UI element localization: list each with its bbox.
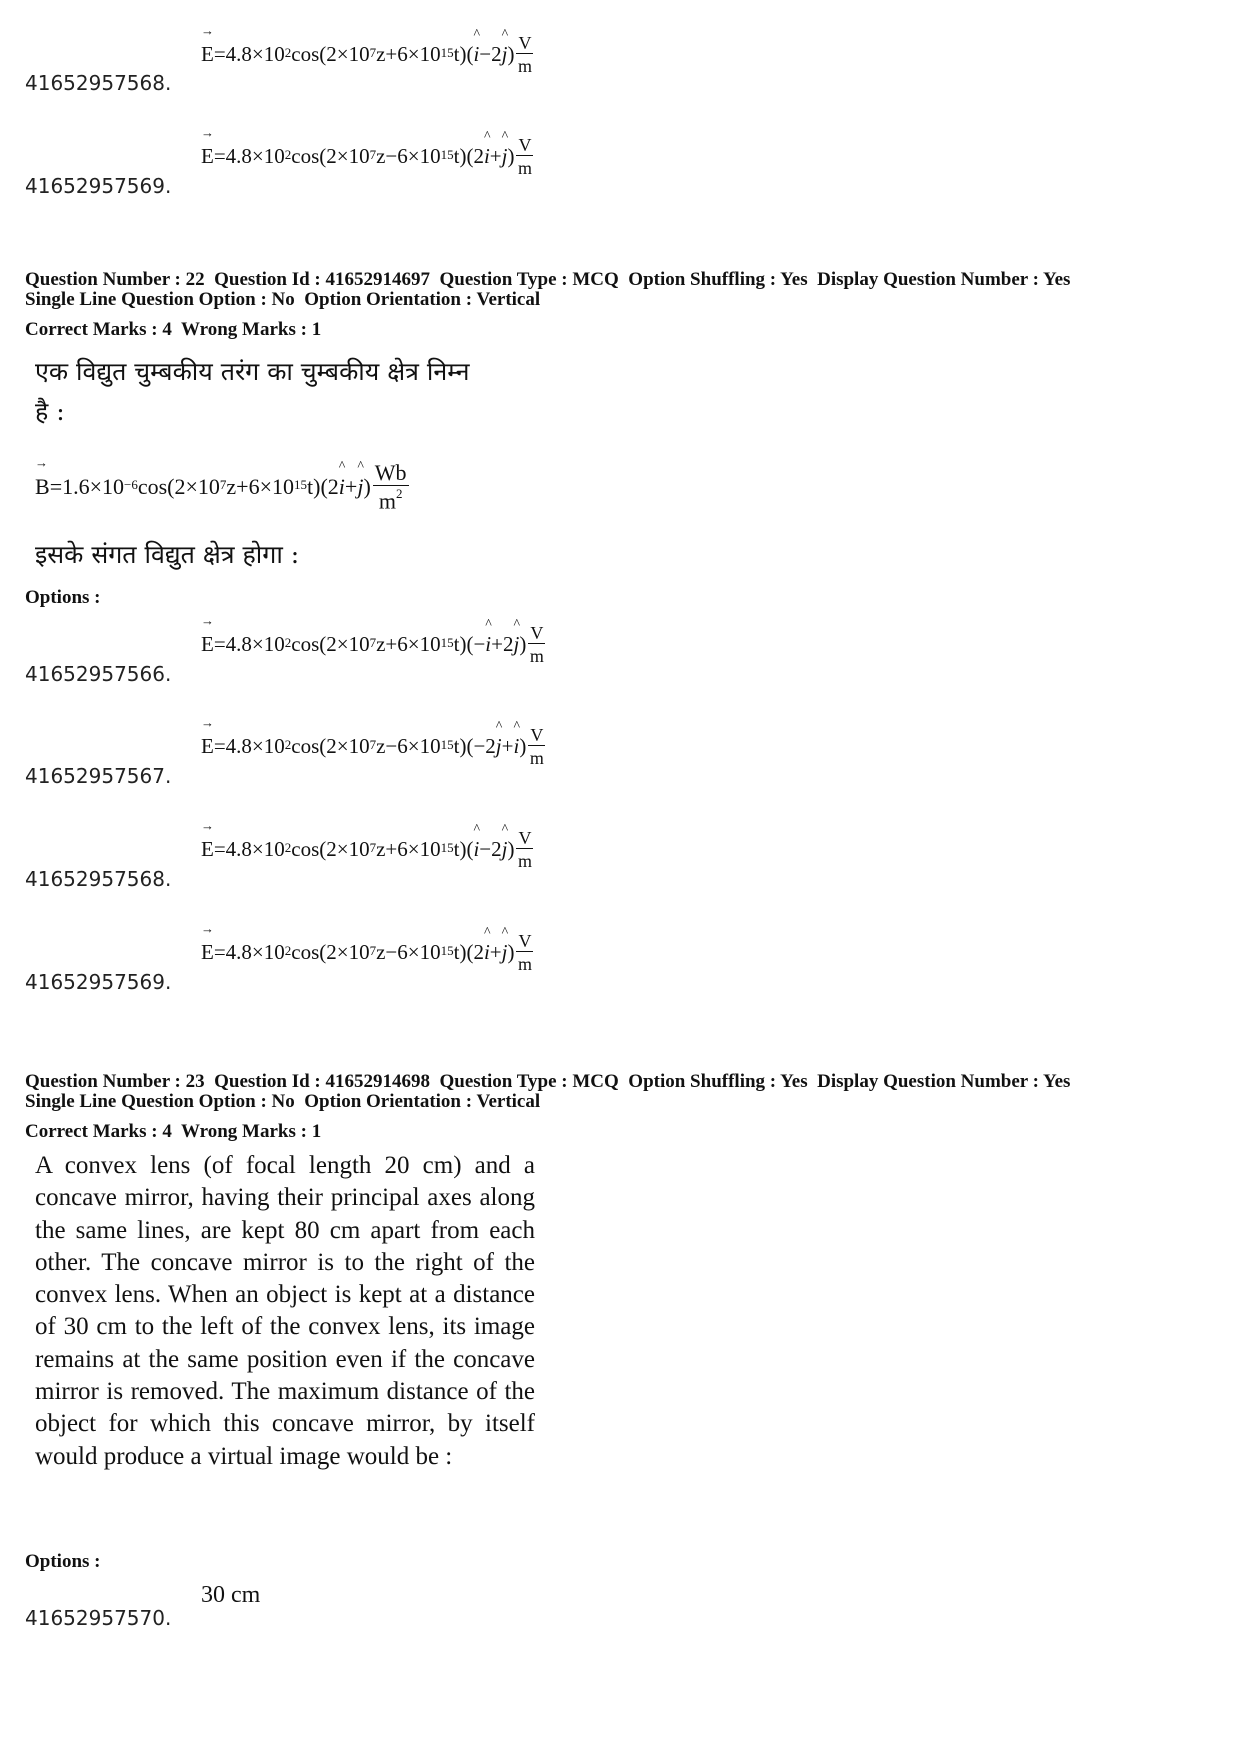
q23-question-text: A convex lens (of focal length 20 cm) and a concave mirror, having their principal axes along the same lines, are kept 80 cm apart from each other. The concave mirror is to the right of the convex lens. When an object is kept at a distance of 30 cm to the left of the convex lens, its image remains at the same position even if the concave mirror is removed. The maximum distance of the object for which this concave mirror, by itself would produce a virtual image would be : bbox=[35, 1152, 535, 1470]
q22-b-formula: → B =1.6×10 $^{-6}$ cos(2×10 $^7$ z+6×10 $^{15}$ t)(2 ^ i + ^ j ) $\frac{Wb}{m^2}$ bbox=[35, 462, 409, 512]
q22-option-3[interactable] bbox=[25, 825, 725, 891]
q22-option-2-formula: → E =4.8×10 $^2$ cos(2×10 $^7$ z−6×10 $^{15}$ t)(−2 ^ j + ^ i ) $\frac{V}{m}$ bbox=[201, 726, 545, 767]
q23-meta-line2: Single Line Question Option : No Option Orientation : Vertical bbox=[25, 1091, 541, 1112]
q22-marks: Correct Marks : 4 Wrong Marks : 1 bbox=[25, 319, 322, 340]
prev-option-2 bbox=[25, 132, 725, 198]
q22-option-4-formula: → E =4.8×10 $^2$ cos(2×10 $^7$ z−6×10 $^{15}$ t)(2 ^ i + ^ j ) $\frac{V}{m}$ bbox=[201, 932, 533, 973]
prev-option-2-id: 41652957569. bbox=[25, 174, 172, 198]
q23-option-1[interactable] bbox=[25, 1582, 425, 1642]
q22-option-1[interactable] bbox=[25, 620, 725, 686]
q22-meta-line2: Single Line Question Option : No Option Orientation : Vertical bbox=[25, 289, 541, 310]
q23-options-label: Options : bbox=[25, 1551, 101, 1572]
q22-hindi-line2: है : bbox=[35, 397, 65, 426]
q22-option-1-id: 41652957566. bbox=[25, 662, 172, 686]
q22-options-label: Options : bbox=[25, 587, 101, 608]
q23-option-1-id: 41652957570. bbox=[25, 1606, 172, 1630]
q22-hindi-line3: इसके संगत विद्युत क्षेत्र होगा : bbox=[35, 540, 300, 569]
prev-option-1 bbox=[25, 30, 725, 95]
prev-option-2-formula: → E =4.8×10 $^2$ cos(2×10 $^7$ z−6×10 $^{15}$ t)(2 ^ i + ^ j ) $\frac{V}{m}$ bbox=[201, 136, 533, 177]
q22-option-2[interactable] bbox=[25, 722, 725, 788]
prev-option-1-id: 41652957568. bbox=[25, 71, 172, 95]
q22-option-3-id: 41652957568. bbox=[25, 867, 172, 891]
q22-option-2-id: 41652957567. bbox=[25, 764, 172, 788]
q22-meta-line1: Question Number : 22 Question Id : 41652914697 Question Type : MCQ Option Shuffling : Yes Display Question Number : Yes bbox=[25, 269, 1071, 290]
q22-option-4[interactable] bbox=[25, 928, 725, 994]
q22-option-1-formula: → E =4.8×10 $^2$ cos(2×10 $^7$ z+6×10 $^{15}$ t)(− ^ i +2 ^ j ) $\frac{V}{m}$ bbox=[201, 624, 545, 665]
q23-marks: Correct Marks : 4 Wrong Marks : 1 bbox=[25, 1121, 322, 1142]
prev-option-1-formula: → E =4.8×10 $^2$ cos(2×10 $^7$ z+6×10 $^{15}$ t)( ^ i −2 ^ j ) $\frac{V}{m}$ bbox=[201, 34, 533, 75]
q22-hindi-line1: एक विद्युत चुम्बकीय तरंग का चुम्बकीय क्षेत्र निम्न bbox=[35, 357, 470, 386]
q22-option-4-id: 41652957569. bbox=[25, 970, 172, 994]
q23-option-1-answer: 30 cm bbox=[201, 1582, 261, 1608]
q23-meta-line1: Question Number : 23 Question Id : 41652914698 Question Type : MCQ Option Shuffling : Yes Display Question Number : Yes bbox=[25, 1071, 1071, 1092]
q22-option-3-formula: → E =4.8×10 $^2$ cos(2×10 $^7$ z+6×10 $^{15}$ t)( ^ i −2 ^ j ) $\frac{V}{m}$ bbox=[201, 829, 533, 870]
